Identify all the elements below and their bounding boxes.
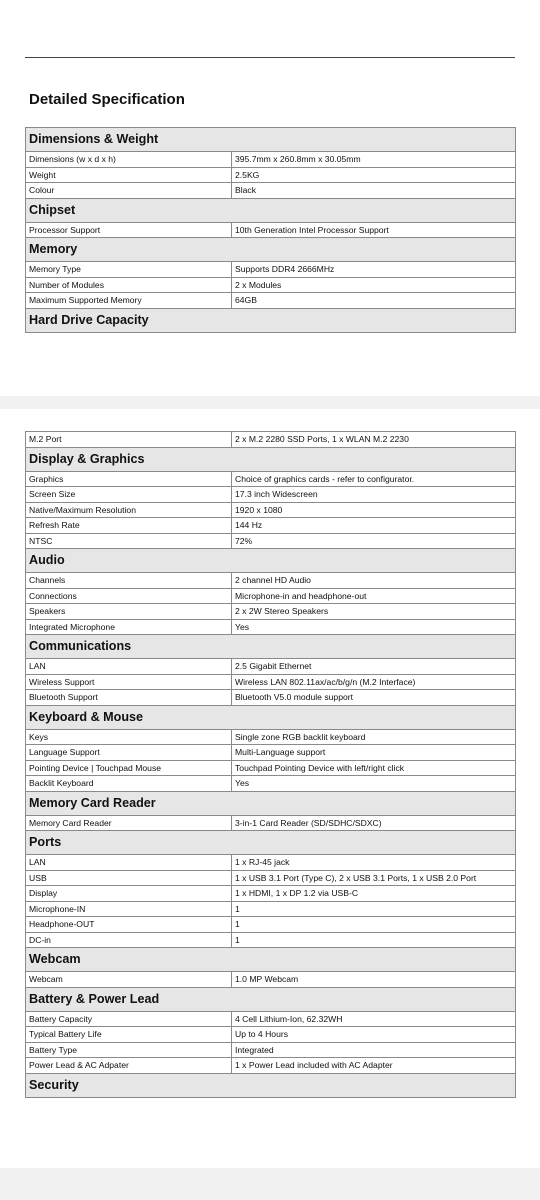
spec-row <box>26 152 516 168</box>
section-header-webcam <box>26 948 516 972</box>
spec-row <box>26 573 516 589</box>
section-header-keyboard-and-mouse <box>26 705 516 729</box>
spec-label: Connections <box>26 588 232 604</box>
spec-label: Power Lead & AC Adpater <box>26 1058 232 1074</box>
spec-row <box>26 690 516 706</box>
spec-value: 2.5KG <box>232 167 516 183</box>
spec-row <box>26 619 516 635</box>
spec-label: Pointing Device | Touchpad Mouse <box>26 760 232 776</box>
spec-value: Touchpad Pointing Device with left/right click <box>232 760 516 776</box>
spec-value: 64GB <box>232 293 516 309</box>
spec-row <box>26 932 516 948</box>
spec-value: 1 x USB 3.1 Port (Type C), 2 x USB 3.1 Ports, 1 x USB 2.0 Port <box>232 870 516 886</box>
section-header-communications <box>26 635 516 659</box>
spec-table-2 <box>25 431 516 1098</box>
section-header-display-and-graphics <box>26 447 516 471</box>
spec-value: 2.5 Gigabit Ethernet <box>232 659 516 675</box>
spec-value: Up to 4 Hours <box>232 1027 516 1043</box>
spec-label: Battery Capacity <box>26 1011 232 1027</box>
page-break-bottom <box>0 1168 540 1200</box>
spec-value: 1920 x 1080 <box>232 502 516 518</box>
spec-value: 17.3 inch Widescreen <box>232 487 516 503</box>
spec-value: Choice of graphics cards - refer to configurator. <box>232 471 516 487</box>
spec-label: Weight <box>26 167 232 183</box>
section-header-battery-and-power-lead <box>26 987 516 1011</box>
section-header-chipset <box>26 198 516 222</box>
spec-value: 2 x 2W Stereo Speakers <box>232 604 516 620</box>
spec-label: Maximum Supported Memory <box>26 293 232 309</box>
spec-label: Wireless Support <box>26 674 232 690</box>
spec-row <box>26 518 516 534</box>
spec-row <box>26 432 516 448</box>
spec-label: Keys <box>26 729 232 745</box>
spec-row <box>26 659 516 675</box>
section-title: Webcam <box>26 948 516 972</box>
spec-row <box>26 588 516 604</box>
section-title: Audio <box>26 549 516 573</box>
spec-label: Screen Size <box>26 487 232 503</box>
spec-table-1 <box>25 127 516 333</box>
section-title: Display & Graphics <box>26 447 516 471</box>
spec-row <box>26 760 516 776</box>
spec-row <box>26 870 516 886</box>
spec-value: Black <box>232 183 516 199</box>
spec-label: M.2 Port <box>26 432 232 448</box>
spec-value: Multi-Language support <box>232 745 516 761</box>
spec-label: Bluetooth Support <box>26 690 232 706</box>
spec-row <box>26 886 516 902</box>
spec-value: 2 x Modules <box>232 277 516 293</box>
spec-label: Processor Support <box>26 222 232 238</box>
spec-sheet-page-2 <box>25 431 515 1098</box>
section-title: Battery & Power Lead <box>26 987 516 1011</box>
spec-value: 395.7mm x 260.8mm x 30.05mm <box>232 152 516 168</box>
spec-label: Language Support <box>26 745 232 761</box>
spec-row <box>26 729 516 745</box>
spec-value: 1 x HDMI, 1 x DP 1.2 via USB-C <box>232 886 516 902</box>
spec-value: 144 Hz <box>232 518 516 534</box>
spec-label: Native/Maximum Resolution <box>26 502 232 518</box>
spec-value: Microphone-in and headphone-out <box>232 588 516 604</box>
spec-row <box>26 1058 516 1074</box>
section-title: Security <box>26 1073 516 1097</box>
spec-value: 4 Cell Lithium-Ion, 62.32WH <box>232 1011 516 1027</box>
spec-label: USB <box>26 870 232 886</box>
spec-row <box>26 222 516 238</box>
spec-sheet-page-1 <box>25 127 515 333</box>
section-header-security <box>26 1073 516 1097</box>
spec-value: 1 <box>232 901 516 917</box>
section-title: Memory <box>26 238 516 262</box>
spec-label: Webcam <box>26 972 232 988</box>
spec-value: 2 x M.2 2280 SSD Ports, 1 x WLAN M.2 2230 <box>232 432 516 448</box>
section-header-memory <box>26 238 516 262</box>
top-divider <box>25 57 515 58</box>
spec-value: 10th Generation Intel Processor Support <box>232 222 516 238</box>
spec-row <box>26 262 516 278</box>
section-header-dimensions-and-weight <box>26 128 516 152</box>
spec-label: Battery Type <box>26 1042 232 1058</box>
section-title: Hard Drive Capacity <box>26 308 516 332</box>
spec-row <box>26 815 516 831</box>
section-header-audio <box>26 549 516 573</box>
spec-value: 1 x RJ-45 jack <box>232 855 516 871</box>
spec-row <box>26 533 516 549</box>
spec-value: 1.0 MP Webcam <box>232 972 516 988</box>
section-header-hard-drive-capacity <box>26 308 516 332</box>
spec-label: Integrated Microphone <box>26 619 232 635</box>
spec-label: Colour <box>26 183 232 199</box>
spec-row <box>26 674 516 690</box>
spec-row <box>26 604 516 620</box>
spec-label: Number of Modules <box>26 277 232 293</box>
spec-row <box>26 745 516 761</box>
spec-row <box>26 855 516 871</box>
spec-value: Yes <box>232 619 516 635</box>
spec-label: LAN <box>26 659 232 675</box>
spec-value: Supports DDR4 2666MHz <box>232 262 516 278</box>
spec-row <box>26 293 516 309</box>
spec-row <box>26 901 516 917</box>
spec-row <box>26 487 516 503</box>
section-title: Chipset <box>26 198 516 222</box>
spec-value: 1 <box>232 932 516 948</box>
spec-value: 1 <box>232 917 516 933</box>
spec-label: Display <box>26 886 232 902</box>
spec-label: Speakers <box>26 604 232 620</box>
spec-value: 2 channel HD Audio <box>232 573 516 589</box>
spec-row <box>26 1027 516 1043</box>
spec-row <box>26 776 516 792</box>
section-title: Memory Card Reader <box>26 791 516 815</box>
section-title: Ports <box>26 831 516 855</box>
spec-value: 1 x Power Lead included with AC Adapter <box>232 1058 516 1074</box>
spec-label: Headphone-OUT <box>26 917 232 933</box>
section-header-memory-card-reader <box>26 791 516 815</box>
spec-label: Graphics <box>26 471 232 487</box>
spec-label: Typical Battery Life <box>26 1027 232 1043</box>
spec-value: Bluetooth V5.0 module support <box>232 690 516 706</box>
spec-label: Memory Card Reader <box>26 815 232 831</box>
spec-value: 72% <box>232 533 516 549</box>
spec-row <box>26 917 516 933</box>
spec-label: Dimensions (w x d x h) <box>26 152 232 168</box>
section-title: Communications <box>26 635 516 659</box>
spec-value: Single zone RGB backlit keyboard <box>232 729 516 745</box>
spec-label: Microphone-IN <box>26 901 232 917</box>
spec-label: Backlit Keyboard <box>26 776 232 792</box>
spec-label: Memory Type <box>26 262 232 278</box>
spec-row <box>26 167 516 183</box>
spec-row <box>26 471 516 487</box>
spec-row <box>26 1011 516 1027</box>
spec-label: LAN <box>26 855 232 871</box>
spec-label: Channels <box>26 573 232 589</box>
spec-row <box>26 502 516 518</box>
spec-value: Integrated <box>232 1042 516 1058</box>
section-header-ports <box>26 831 516 855</box>
spec-value: Yes <box>232 776 516 792</box>
section-title: Dimensions & Weight <box>26 128 516 152</box>
spec-row <box>26 1042 516 1058</box>
spec-value: Wireless LAN 802.11ax/ac/b/g/n (M.2 Interface) <box>232 674 516 690</box>
spec-label: DC-in <box>26 932 232 948</box>
spec-value: 3-in-1 Card Reader (SD/SDHC/SDXC) <box>232 815 516 831</box>
spec-row <box>26 183 516 199</box>
page-title: Detailed Specification <box>29 91 185 108</box>
section-title: Keyboard & Mouse <box>26 705 516 729</box>
page-break <box>0 396 540 409</box>
spec-label: Refresh Rate <box>26 518 232 534</box>
spec-label: NTSC <box>26 533 232 549</box>
spec-row <box>26 972 516 988</box>
spec-row <box>26 277 516 293</box>
